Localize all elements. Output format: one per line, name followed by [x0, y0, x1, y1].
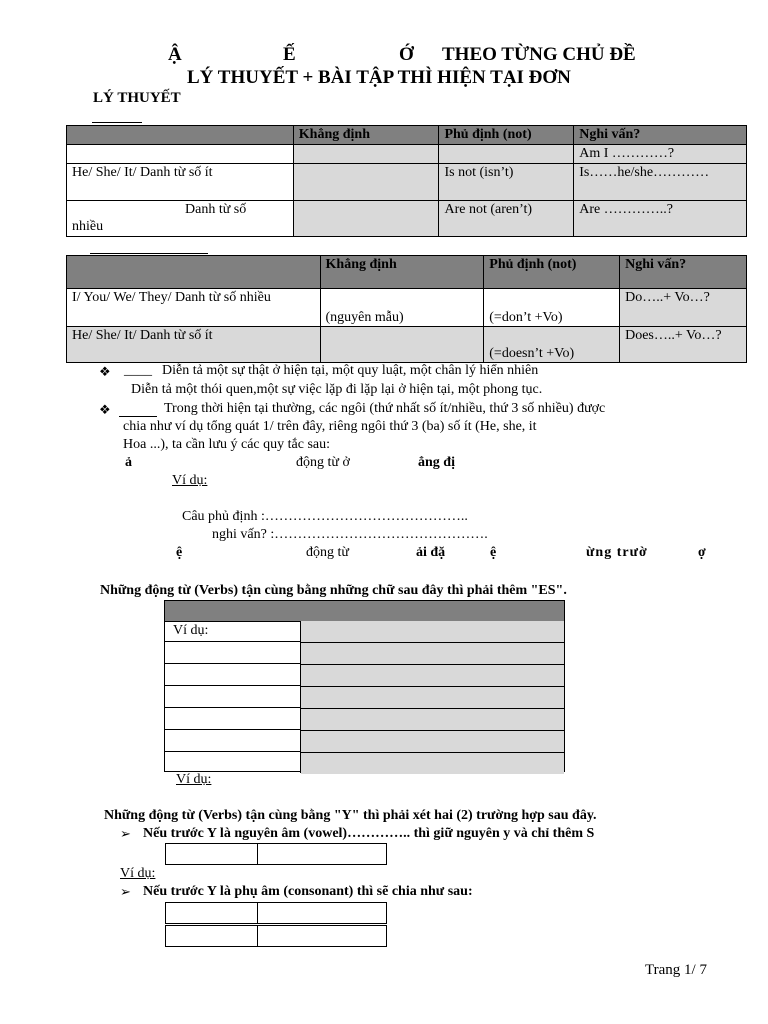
usage-line-5: Hoa ...), ta cần lưu ý các quy tắc sau: — [123, 437, 331, 452]
section-label: LÝ THUYẾT — [93, 90, 181, 106]
example-label: Ví dụ: — [172, 473, 208, 488]
y-rule-consonant: Nếu trước Y là phụ âm (consonant) thì sẽ chia như sau: — [143, 884, 473, 899]
table1-row3-wrap: nhiều — [72, 219, 104, 234]
table1-row3-label: Danh từ số — [185, 202, 247, 217]
table1-cell — [293, 201, 439, 237]
table2-cell: I/ You/ We/ They/ Danh từ số nhiều — [67, 289, 321, 327]
es-cell — [165, 708, 301, 730]
negative-form-line: Câu phủ định :…………………………………….. — [182, 509, 468, 524]
table2-cell: (nguyên mẫu) — [320, 289, 484, 327]
table2-header-question: Nghi vấn? — [620, 256, 747, 289]
question-form-line: nghi vấn? :………………………………………. — [212, 527, 488, 542]
table2-cell: Does…..+ Vo…? — [620, 327, 747, 363]
usage-rule-fragment: ệ — [176, 545, 183, 560]
usage-rule-fragment: ợ — [698, 545, 706, 560]
table2-header-subject — [67, 256, 321, 289]
usage-line-3: Trong thời hiện tại thường, các ngôi (thứ nhất số ít/nhiều, thứ 3 số nhiều) được — [164, 401, 606, 416]
table2-cell: He/ She/ It/ Danh từ số ít — [67, 327, 321, 363]
table1-header-affirmative: Khẳng định — [293, 126, 439, 145]
table1-cell: Are not (aren’t) — [439, 201, 574, 237]
blank-underline — [90, 253, 208, 254]
usage-blank-1: ____ — [124, 363, 152, 378]
es-cell — [301, 621, 564, 643]
table2-cell: Do…..+ Vo…? — [620, 289, 747, 327]
usage-rule-fragment: ẳng đị — [418, 455, 455, 470]
table1-cell — [293, 164, 439, 201]
usage-line-4: chia như ví dụ tổng quát 1/ trên đây, riêng ngôi thứ 3 (ba) số ít (He, she, it — [123, 419, 537, 434]
usage-line-2: Diễn tả một thói quen,một sự việc lặp đi lặp lại ở hiện tại, một phong tục. — [131, 382, 543, 397]
table1-cell: Are …………..? — [574, 201, 747, 237]
title-part-2: Ế — [283, 44, 296, 65]
es-table-right-col — [301, 621, 564, 774]
es-table — [164, 600, 565, 772]
arrow-icon: ➢ — [120, 826, 131, 841]
usage-rule-fragment: động từ ở — [296, 455, 350, 470]
table1-header-subject — [67, 126, 294, 145]
usage-rule-fragment: động từ — [306, 545, 349, 560]
usage-rule-fragment: ải đặ — [416, 545, 446, 560]
es-cell: Ví dụ: — [165, 621, 301, 642]
y-consonant-cell — [165, 902, 258, 924]
es-example-label: Ví dụ: — [176, 772, 212, 787]
usage-rule-fragment: ả — [125, 455, 132, 470]
table2-cell — [320, 327, 484, 363]
es-cell — [301, 709, 564, 731]
table1-cell: He/ She/ It/ Danh từ số ít — [67, 164, 294, 201]
table2-header-affirmative: Khẳng định — [320, 256, 484, 289]
usage-line-1: Diễn tả một sự thật ở hiện tại, một quy luật, một chân lý hiển nhiên — [162, 363, 539, 378]
table1-cell: Is……he/she………… — [574, 164, 747, 201]
es-table-header — [165, 601, 564, 622]
title-part-4: THEO TỪNG CHỦ ĐỀ — [442, 44, 636, 65]
bullet-icon: ❖ — [99, 364, 111, 379]
table1-cell: Am I …………? — [574, 145, 747, 164]
usage-rule-fragment: ệ — [490, 545, 497, 560]
conjugation-table-to-be — [66, 125, 747, 237]
y-vowel-cell — [165, 843, 258, 865]
usage-blank-2 — [119, 416, 157, 417]
table1-cell — [67, 201, 294, 237]
es-cell — [301, 731, 564, 753]
es-cell — [301, 643, 564, 665]
table1-header-negative: Phủ định (not) — [439, 126, 574, 145]
y-example-label: Ví dụ: — [120, 866, 156, 881]
y-vowel-cell — [257, 843, 387, 865]
table1-cell: Is not (isn’t) — [439, 164, 574, 201]
table2-header-negative: Phủ định (not) — [484, 256, 620, 289]
table1-cell — [293, 145, 439, 164]
es-cell — [301, 753, 564, 774]
table1-cell — [439, 145, 574, 164]
es-cell — [165, 664, 301, 686]
bullet-icon: ❖ — [99, 402, 111, 417]
conjugation-table-ordinary-verbs — [66, 255, 747, 363]
es-table-left-col — [165, 621, 301, 773]
title-part-3: Ớ — [399, 44, 414, 65]
title-part-1: Ậ — [168, 44, 182, 65]
table2-cell: (=don’t +Vo) — [484, 289, 620, 327]
arrow-icon: ➢ — [120, 884, 131, 899]
table2-cell: (=doesn’t +Vo) — [484, 327, 620, 363]
table1-header-question: Nghi vấn? — [574, 126, 747, 145]
es-cell — [165, 730, 301, 752]
es-cell — [165, 752, 301, 773]
y-consonant-cell — [257, 925, 387, 947]
y-consonant-cell — [257, 902, 387, 924]
section-underline — [92, 122, 142, 123]
title-line-2: LÝ THUYẾT + BÀI TẬP THÌ HIỆN TẠI ĐƠN — [187, 67, 571, 88]
page-number: Trang 1/ 7 — [645, 962, 707, 978]
y-consonant-cell — [165, 925, 258, 947]
es-cell — [165, 686, 301, 708]
es-cell — [165, 642, 301, 664]
y-section-title: Những động từ (Verbs) tận cùng bằng "Y" thì phải xét hai (2) trường hợp sau đây. — [104, 808, 597, 823]
usage-rule-fragment: ừng trườ — [586, 545, 648, 560]
es-cell — [301, 687, 564, 709]
y-rule-vowel: Nếu trước Y là nguyên âm (vowel)………….. thì giữ nguyên y và chỉ thêm S — [143, 826, 595, 841]
es-section-title: Những động từ (Verbs) tận cùng bằng những chữ sau đây thì phải thêm "ES". — [100, 583, 567, 598]
table1-cell — [67, 145, 294, 164]
es-cell — [301, 665, 564, 687]
